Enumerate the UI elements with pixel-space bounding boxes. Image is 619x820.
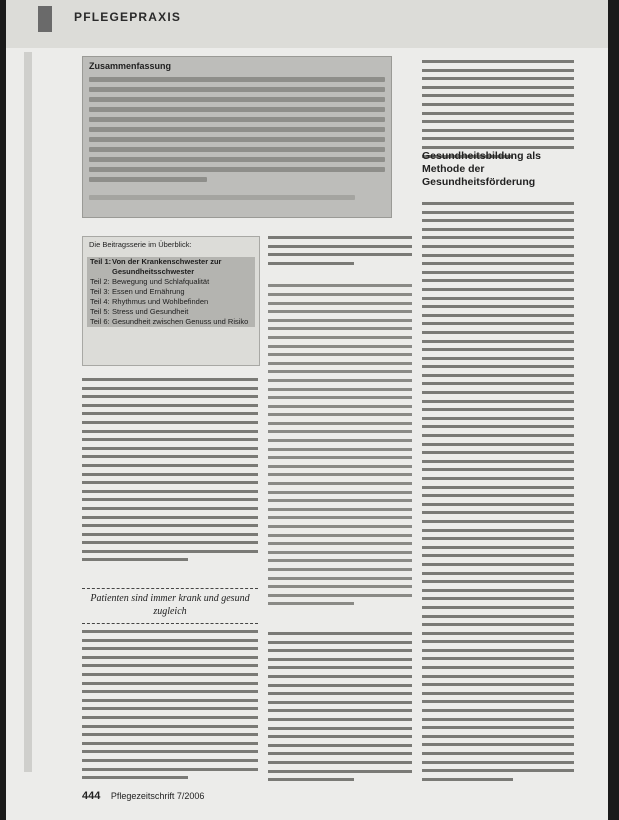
summary-keywords [89,195,385,205]
page-number: 444 [82,790,101,802]
series-item: Teil 1: Von der Krankenschwester zur Gesundheitsschwester [90,257,222,276]
document-page [6,0,608,820]
page-footer [82,790,204,802]
header-bar [6,0,608,48]
journal-name: Pflegezeitschrift 7/2006 [110,791,205,801]
series-item: Teil 2: Bewegung und Schlafqualität [90,277,210,286]
middle-column-text-bottom [268,632,412,787]
right-column-text-top [422,60,574,163]
left-column-text-top [82,378,258,567]
header-color-mark [38,6,52,32]
summary-heading: Zusammenfassung [89,61,172,71]
series-item: Teil 6: Gesundheit zwischen Genuss und Risiko [90,317,249,326]
section-title: PFLEGEPRAXIS [74,10,182,24]
series-item: Teil 3: Essen und Ernährung [90,287,185,296]
series-list [87,257,255,327]
left-column-text-bottom [82,630,258,785]
page-spine-shadow [24,52,32,772]
right-column-text [422,202,574,786]
pullquote: Patienten sind immer krank und gesund zugleich [90,593,250,617]
series-overview-box [82,236,260,366]
series-item: Teil 5: Stress und Gesundheit [90,307,189,316]
section-heading: Gesundheitsbildung als Methode der Gesundheitsförderung [422,150,542,188]
summary-box [82,56,392,218]
summary-text-block [89,77,385,187]
middle-column-text [268,236,412,611]
series-heading: Die Beitragsserie im Überblick: [89,240,192,249]
series-item: Teil 4: Rhythmus und Wohlbefinden [90,297,209,306]
